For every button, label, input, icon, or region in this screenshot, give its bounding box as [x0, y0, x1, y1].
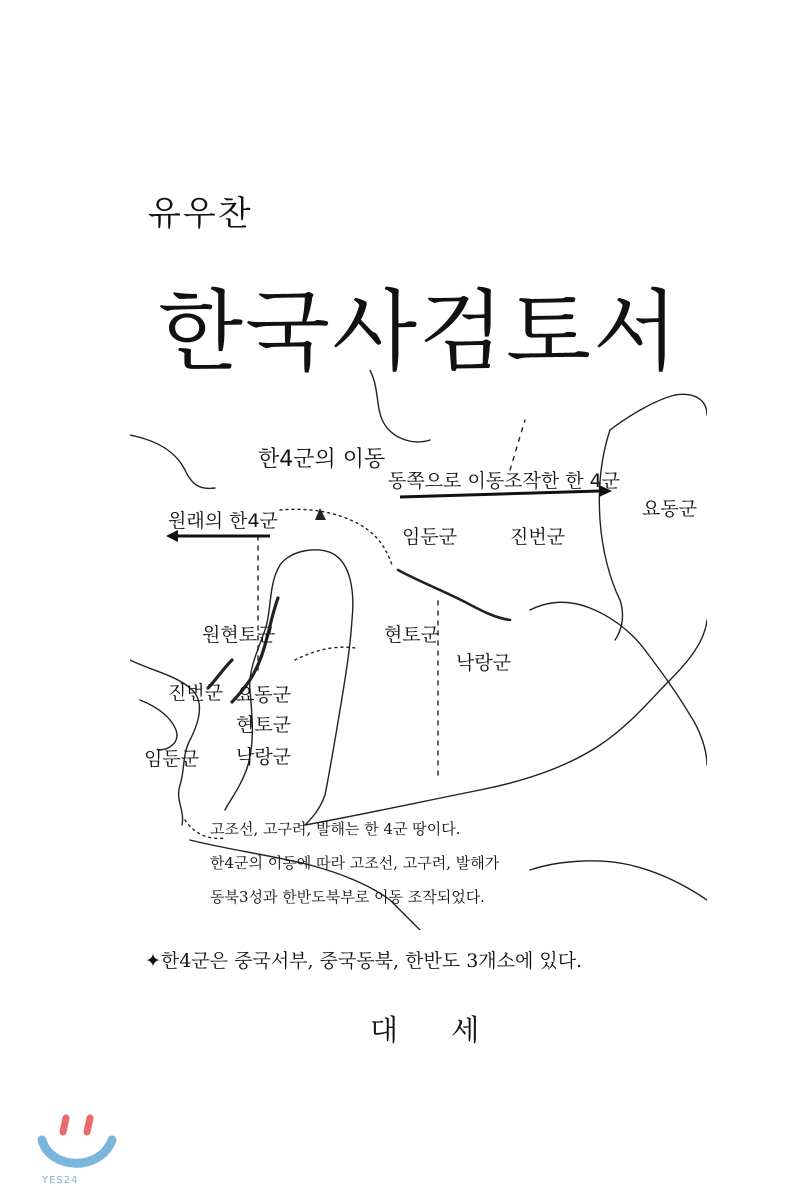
label-yodong-east: 요동군 — [642, 498, 698, 520]
label-nakrang-west: 낙랑군 — [236, 746, 292, 768]
korean-peninsula — [530, 602, 707, 765]
map-note-1: 고조선, 고구려, 발해는 한 4군 땅이다. — [210, 820, 461, 838]
label-imdun-east: 임둔군 — [402, 526, 458, 548]
dotted-route-north — [280, 509, 392, 565]
dotted-route-inner — [295, 647, 355, 660]
lower-east — [530, 861, 707, 900]
east-border — [398, 570, 510, 620]
label-hyeonto-west: 현토군 — [236, 714, 292, 736]
mountain-mark — [315, 508, 326, 520]
map-note-2: 한4군의 이동에 따라 고조선, 고구려, 발해가 — [210, 854, 500, 872]
north-coast — [610, 394, 707, 430]
publisher-name: 대 세 — [370, 1013, 488, 1047]
label-imdun-west: 임둔군 — [144, 748, 200, 770]
label-won-hyeonto: 원현토군 — [202, 624, 276, 646]
northwest-lobe — [130, 435, 215, 488]
map-drawing — [130, 370, 707, 930]
footnote: ✦한4군은 중국서부, 중국동북, 한반도 3개소에 있다. — [145, 950, 583, 972]
logo-text: YES24 — [42, 1175, 79, 1186]
label-hyeonto-east: 현토군 — [384, 624, 440, 646]
map-note-3: 동북3성과 한반도북부로 이동 조작되었다. — [210, 888, 485, 906]
label-nakrang-east: 낙랑군 — [456, 652, 512, 674]
west-peninsula — [140, 700, 177, 750]
label-yodong-west: 요동군 — [236, 684, 292, 706]
arrow-left-label: 원래의 한4군 — [168, 510, 278, 532]
map-heading: 한4군의 이동 — [258, 447, 386, 472]
label-jinbeon-east: 진번군 — [510, 526, 566, 548]
han-commanderies-map — [130, 370, 707, 930]
label-jinbeon-west: 진번군 — [168, 682, 224, 704]
author-name: 유우찬 — [148, 194, 253, 234]
arrow-right-label: 동쪽으로 이동조작한 한 4군 — [388, 470, 621, 492]
northeast-coast — [599, 430, 622, 640]
book-title: 한국사검토서 — [158, 280, 681, 383]
chevron-track-north — [510, 420, 525, 470]
northwest-shore — [370, 370, 430, 442]
